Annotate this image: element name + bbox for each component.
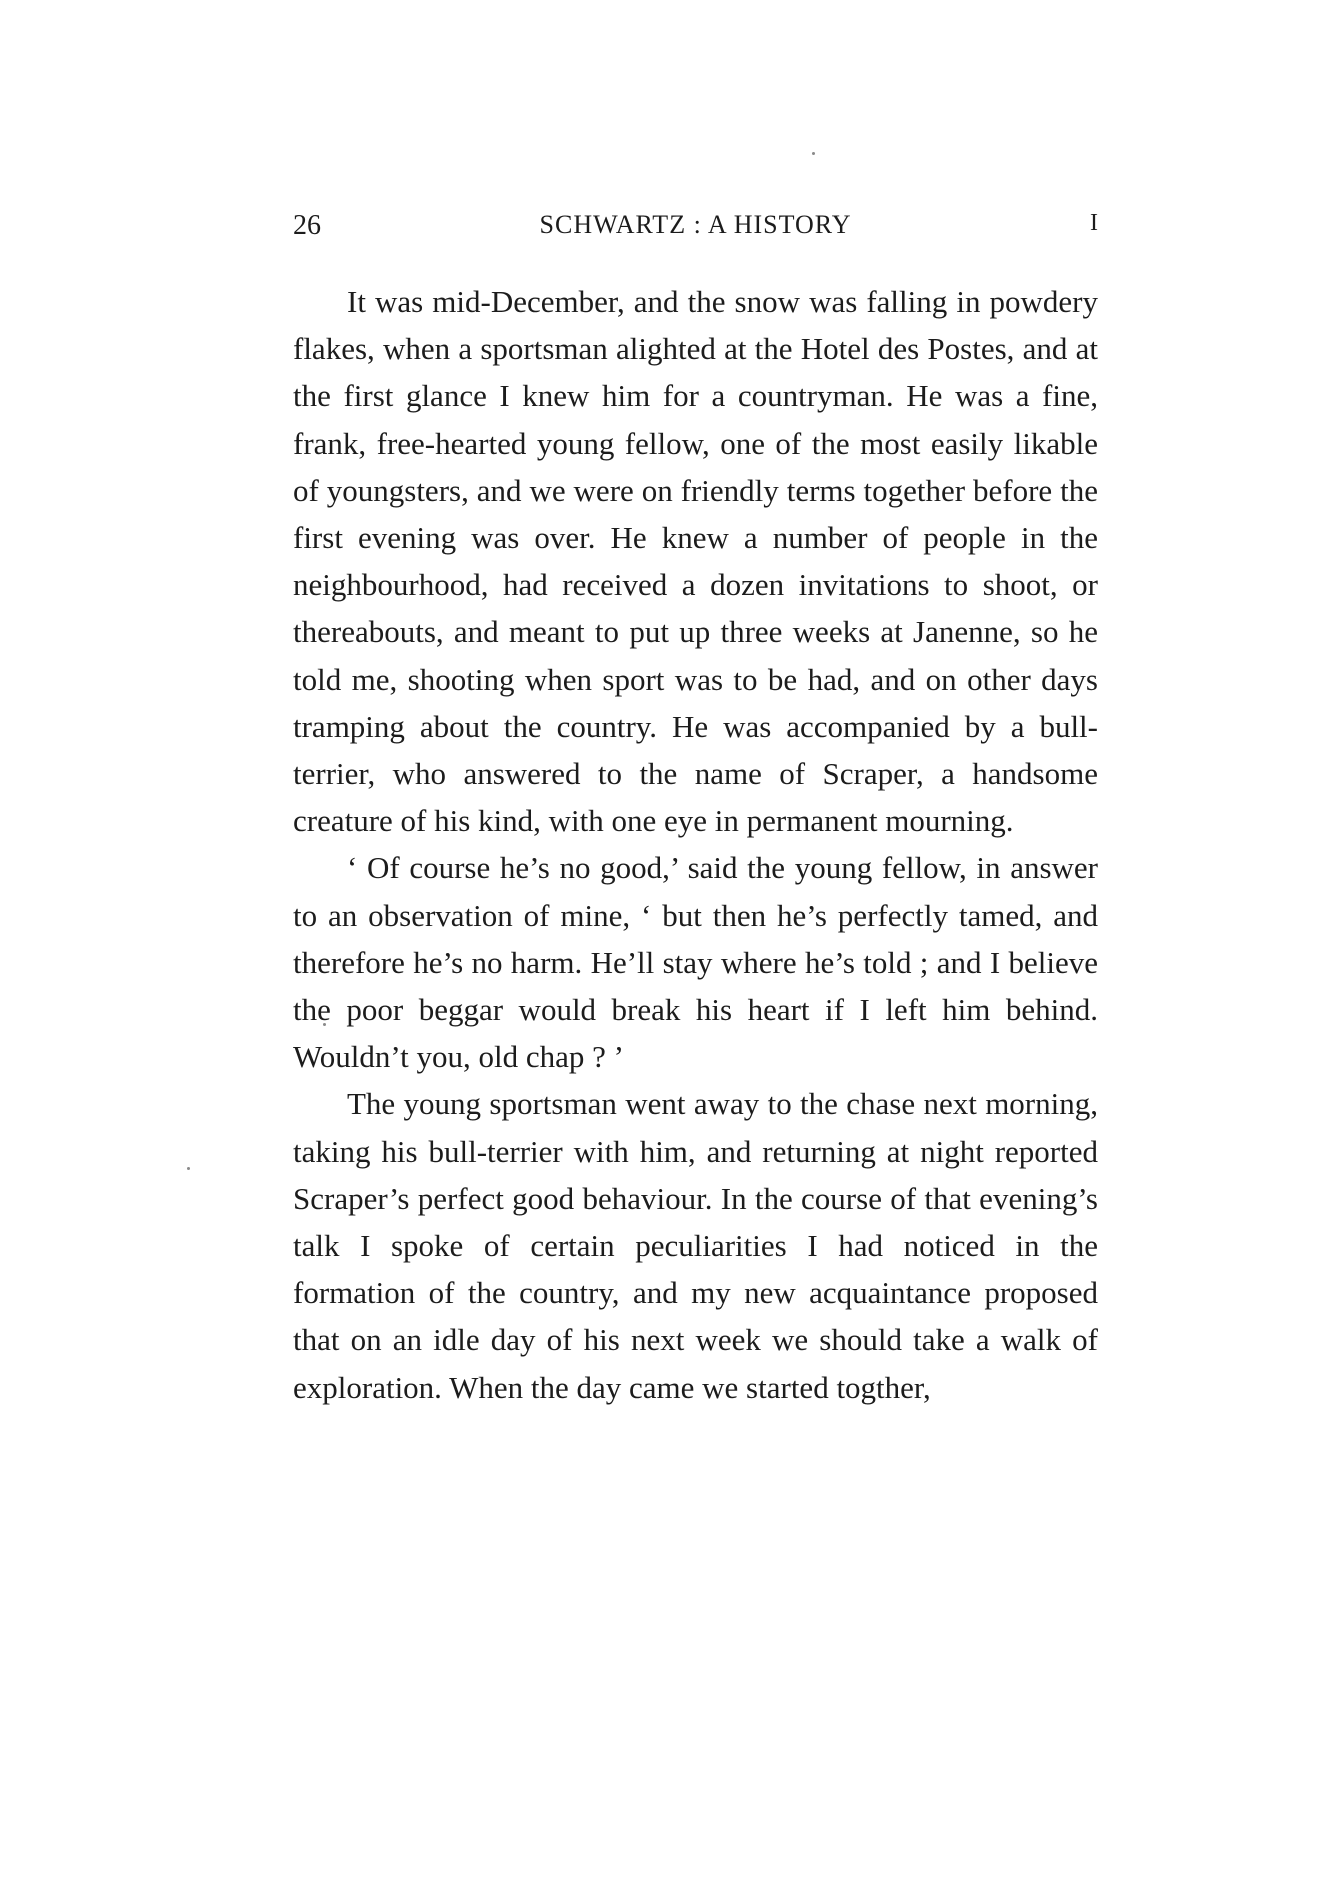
body-text bbox=[293, 278, 1098, 1411]
signature-mark: I bbox=[1090, 210, 1098, 236]
paper-speck bbox=[812, 152, 815, 155]
paragraph: The young sportsman went away to the chase next morning, taking his bull-terrier with him, and returning at night reported Scraper’s perfect good behaviour. In the course of that evening’s talk I spoke of certain peculiarities I had noticed in the formation of the country, and my new acquaintance proposed that on an idle day of his next week we should take a walk of exploration. When the day came we started togther, bbox=[293, 1086, 1098, 1405]
paragraph: It was mid-December, and the snow was falling in powdery flakes, when a sportsman alighted at the Hotel des Postes, and at the first glance I knew him for a countryman. He was a fine, frank, free-hearted young fellow, one of the most easily likable of youngsters, and we were on friendly terms together before the first evening was over. He knew a number of people in the neighbourhood, had received a dozen invitations to shoot, or thereabouts, and meant to put up three weeks at Janenne, so he told me, shooting when sport was to be had, and on other days tramping about the country. He was accompanied by a bullterrier, who answered to the name of Scraper, a handsome creature of his kind, with one eye in permanent mourning. bbox=[293, 284, 1098, 839]
page-number: 26 bbox=[293, 210, 321, 241]
running-header bbox=[293, 210, 1098, 250]
paper-speck bbox=[187, 1167, 190, 1170]
paragraph: ‘ Of course he’s no good,’ said the young fellow, in answer to an observation of mine, ‘ but then he’s perfectly tamed, and therefore he’s no harm. He’ll stay where he’s told ; and I believe the poor beggar would break his heart if I left him behind. Wouldn’t you, old chap ? ’ bbox=[293, 850, 1098, 1075]
running-title: SCHWARTZ : A HISTORY bbox=[539, 210, 852, 239]
